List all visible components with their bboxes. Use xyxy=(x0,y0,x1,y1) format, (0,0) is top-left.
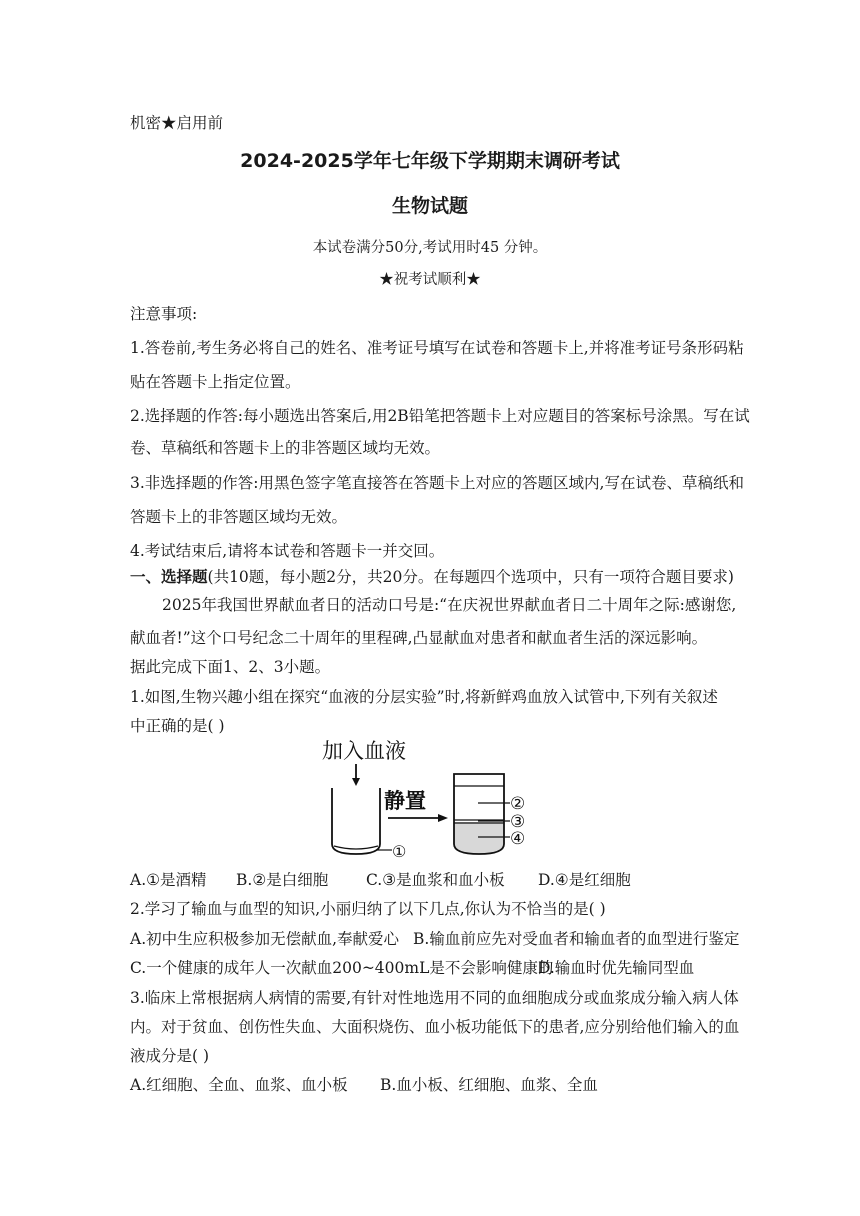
note-line: 4.考试结束后,请将本试卷和答题卡一并交回。 xyxy=(130,542,445,560)
question-stem: 中正确的是( ) xyxy=(130,717,225,735)
question-stem: 2.学习了输血与血型的知识,小丽归纳了以下几点,你认为不恰当的是( ) xyxy=(130,900,606,918)
option-a: A.初中生应积极参加无偿献血,奉献爱心 xyxy=(130,930,400,948)
exam-title: 2024-2025学年七年级下学期期末调研考试 xyxy=(240,150,620,172)
intro-line: 2025年我国世界献血者日的活动口号是:“在庆祝世界献血者日二十周年之际:感谢您, xyxy=(162,596,737,614)
down-arrow-head-icon xyxy=(352,778,360,786)
intro-line: 据此完成下面1、2、3小题。 xyxy=(130,658,331,676)
note-line: 2.选择题的作答:每小题选出答案后,用2B铅笔把答题卡上对应题目的答案标号涂黑。写在试 xyxy=(130,407,750,425)
section-heading-detail: (共10题，每小题2分，共20分。在每题四个选项中，只有一项符合题目要求) xyxy=(207,568,734,586)
note-line: 卷、草稿纸和答题卡上的非答题区域均无效。 xyxy=(130,439,441,457)
option-a: A.红细胞、全血、血浆、血小板 xyxy=(130,1076,348,1094)
question-stem: 3.临床上常根据病人病情的需要,有针对性地选用不同的血细胞成分或血浆成分输入病人体 xyxy=(130,989,739,1007)
subject-title: 生物试题 xyxy=(391,195,468,217)
confidential-label: 机密★启用前 xyxy=(130,114,224,132)
section-heading-label: 一、选择题 xyxy=(130,568,208,586)
figure-label-add-blood: 加入血液 xyxy=(322,739,406,763)
section-heading xyxy=(130,567,740,587)
question-stem: 液成分是( ) xyxy=(130,1047,210,1065)
note-line: 答题卡上的非答题区域均无效。 xyxy=(130,508,348,526)
right-arrow-head-icon xyxy=(438,814,448,822)
blessing-line: ★祝考试顺利★ xyxy=(379,272,481,288)
exam-info: 本试卷满分50分,考试用时45 分钟。 xyxy=(312,240,548,256)
option-b: B.输血前应先对受血者和输血者的血型进行鉴定 xyxy=(413,930,740,948)
blood-layering-figure xyxy=(318,736,548,861)
option-d: D.输血时优先输同型血 xyxy=(538,959,695,977)
figure-label-rest: 静置 xyxy=(384,789,426,813)
intro-line: 献血者!”这个口号纪念二十周年的里程碑,凸显献血对患者和献血者生活的深远影响。 xyxy=(130,629,708,647)
note-line: 3.非选择题的作答:用黑色签字笔直接答在答题卡上对应的答题区域内,写在试卷、草稿纸和 xyxy=(130,474,744,492)
marker-4: ④ xyxy=(510,829,526,849)
question-stem: 1.如图,生物兴趣小组在探究“血液的分层实验”时,将新鲜鸡血放入试管中,下列有关叙述 xyxy=(130,688,718,706)
marker-1: ① xyxy=(392,842,407,861)
option-a: A.①是酒精 xyxy=(130,871,207,889)
red-cell-layer xyxy=(454,822,504,854)
marker-2: ② xyxy=(510,794,526,814)
note-line: 贴在答题卡上指定位置。 xyxy=(130,373,301,391)
question-stem: 内。对于贫血、创伤性失血、大面积烧伤、血小板功能低下的患者,应分别给他们输入的血 xyxy=(130,1018,740,1036)
option-d: D.④是红细胞 xyxy=(538,871,631,889)
option-c: C.一个健康的成年人一次献血200~400mL是不会影响健康的 xyxy=(130,959,554,977)
note-line: 1.答卷前,考生务必将自己的姓名、准考证号填写在试卷和答题卡上,并将准考证号条形码粘 xyxy=(130,339,744,357)
option-b: B.血小板、红细胞、血浆、全血 xyxy=(380,1076,598,1094)
test-tube-before xyxy=(332,788,380,854)
option-b: B.②是白细胞 xyxy=(236,871,329,889)
option-c: C.③是血浆和血小板 xyxy=(366,871,505,889)
notes-heading: 注意事项: xyxy=(130,305,198,323)
marker-3: ③ xyxy=(510,812,526,832)
